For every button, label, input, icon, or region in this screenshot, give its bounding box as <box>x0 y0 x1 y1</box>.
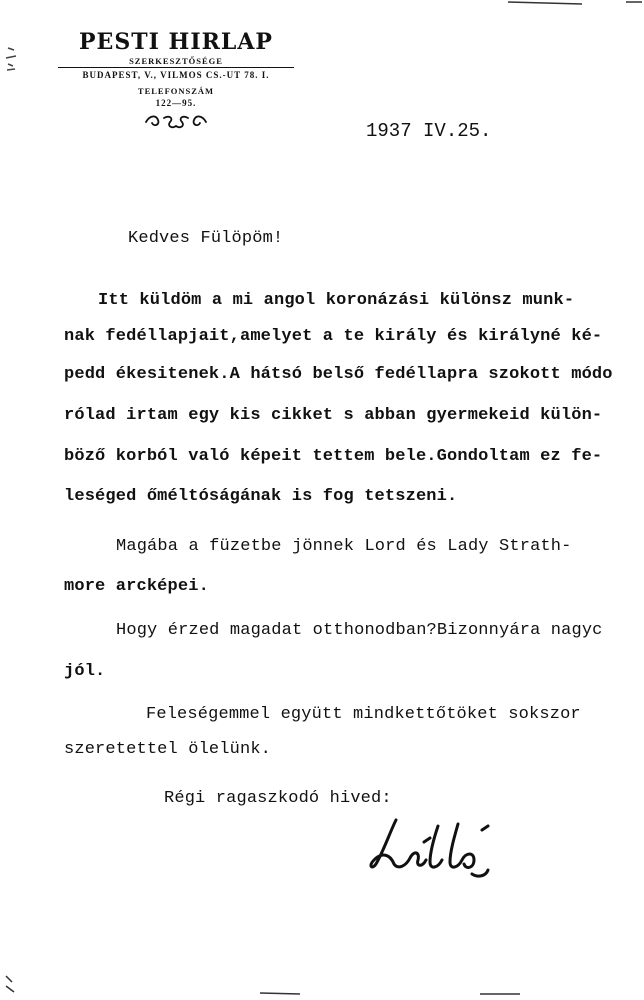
margin-mark <box>0 966 644 1000</box>
body-line: Hogy érzed magadat otthonodban?Bizonnyára nagyc <box>116 621 603 640</box>
letterhead-department: SZERKESZTŐSÉGE <box>129 56 223 66</box>
body-line: szeretettel ölelünk. <box>64 740 272 759</box>
body-line: Itt küldöm a mi angol koronázási különsz munk- <box>98 291 575 310</box>
margin-mark <box>486 0 644 16</box>
letterhead-address: BUDAPEST, V., VILMOS CS.-UT 78. I. <box>82 70 270 80</box>
salutation: Kedves Fülöpöm! <box>128 229 284 248</box>
ornament-icon <box>142 112 210 132</box>
body-line: böző korból való képeit tettem bele.Gondoltam ez fe- <box>64 447 603 466</box>
signature-icon <box>366 812 516 882</box>
margin-mark <box>4 44 22 74</box>
letterhead-phone-number: 122—95. <box>155 98 197 108</box>
body-line: Magába a füzetbe jönnek Lord és Lady Strath- <box>116 537 572 556</box>
body-line: nak fedéllapjait,amelyet a te király és királyné ké- <box>64 327 603 346</box>
body-line: rólad irtam egy kis cikket s abban gyermekeid külön- <box>64 406 603 425</box>
letterhead-title: PESTI HIRLAP <box>79 29 273 55</box>
letter-date: 1937 IV.25. <box>366 120 492 142</box>
closing: Régi ragaszkodó hived: <box>164 789 392 808</box>
body-line: jól. <box>64 662 106 681</box>
letterhead-divider <box>58 67 294 68</box>
body-line: pedd ékesitenek.A hátsó belső fedéllapra szokott módo <box>64 365 613 384</box>
body-line: leséged őméltóságának is fog tetszeni. <box>64 487 458 506</box>
letterhead-phone-label: TELEFONSZÁM <box>137 86 215 96</box>
body-line: Feleségemmel együtt mindkettőtöket sokszor <box>146 705 581 724</box>
body-line: more arcképei. <box>64 577 209 596</box>
